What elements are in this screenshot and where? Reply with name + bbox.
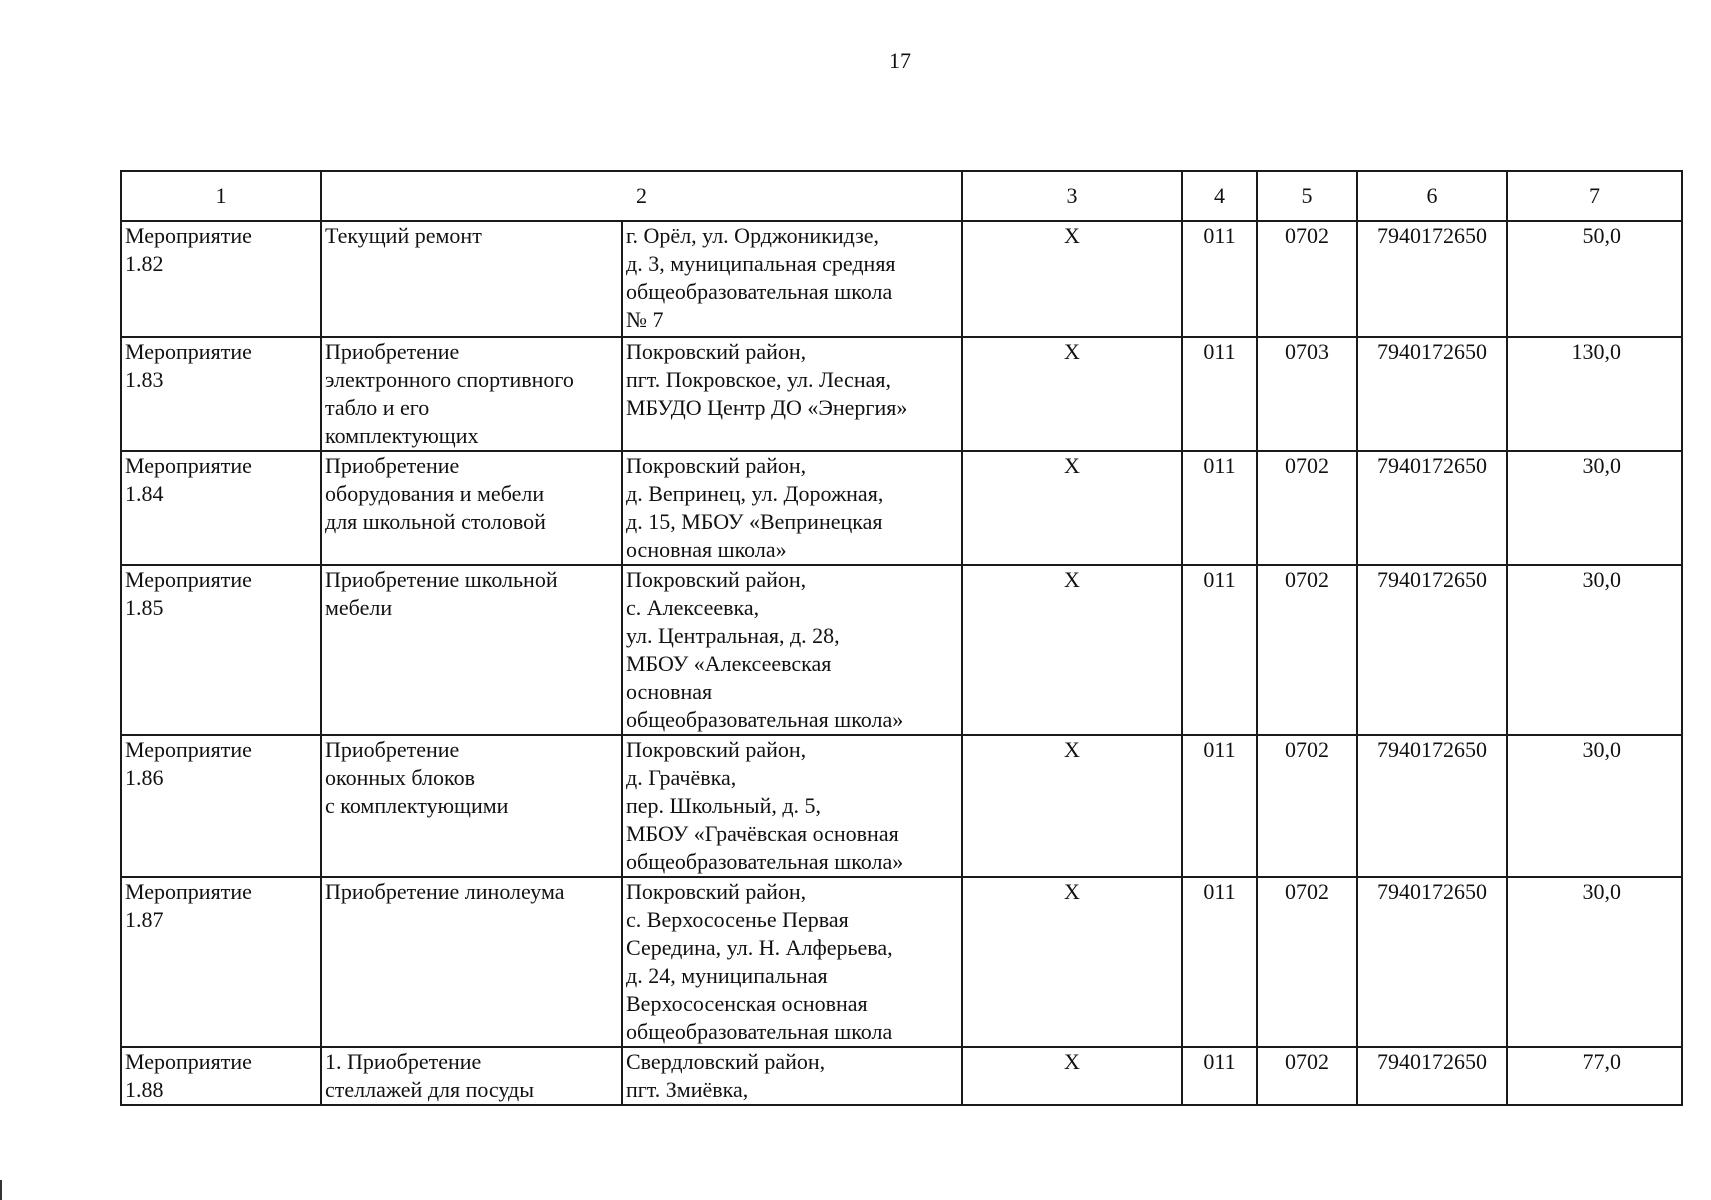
header-col-5: 5 [1257,171,1357,221]
measure-cell [121,451,321,565]
address-cell [622,221,962,337]
col6-cell: 7940172650 [1357,877,1507,1047]
col4-cell: 011 [1182,221,1257,337]
address-text: Покровский район, д. Грачёвка, пер. Школьный, д. 5, МБОУ «Грачёвская основная общеобразовательная школа» [626,737,904,874]
table-row [121,337,1682,451]
scan-edge-mark [0,1180,2,1200]
header-row [121,171,1682,221]
table-row [121,221,1682,337]
header-col-7: 7 [1507,171,1682,221]
col5-cell: 0702 [1257,1047,1357,1105]
work-cell [321,337,622,451]
measure-cell [121,565,321,735]
work-cell [321,221,622,337]
col4-cell: 011 [1182,337,1257,451]
work-cell [321,451,622,565]
table-row [121,735,1682,877]
measure-cell [121,735,321,877]
work-description: Приобретение линолеума [325,879,565,904]
col7-cell: 30,0 [1507,735,1682,877]
work-description: Приобретение оборудования и мебели для школьной столовой [325,453,546,534]
table-row [121,565,1682,735]
col4-cell: 011 [1182,877,1257,1047]
col6-cell: 7940172650 [1357,337,1507,451]
col6-cell: 7940172650 [1357,565,1507,735]
col7-cell: 30,0 [1507,877,1682,1047]
measure-cell [121,221,321,337]
col5-cell: 0702 [1257,735,1357,877]
address-cell [622,565,962,735]
work-description: Приобретение школьной мебели [325,567,558,620]
col7-cell: 30,0 [1507,451,1682,565]
address-text: Покровский район, пгт. Покровское, ул. Лесная, МБУДО Центр ДО «Энергия» [626,339,908,420]
activities-table [120,170,1683,1106]
col7-cell: 50,0 [1507,221,1682,337]
col7-cell: 30,0 [1507,565,1682,735]
address-cell [622,337,962,451]
measure-cell [121,877,321,1047]
col3-cell: Х [962,877,1182,1047]
col3-cell: Х [962,1047,1182,1105]
measure-label: Мероприятие 1.88 [125,1049,252,1102]
measure-label: Мероприятие 1.85 [125,567,252,620]
table-row [121,451,1682,565]
work-description: 1. Приобретение стеллажей для посуды [325,1049,534,1102]
col5-cell: 0703 [1257,337,1357,451]
address-text: Свердловский район, пгт. Змиёвка, [626,1049,826,1102]
work-cell [321,1047,622,1105]
col3-cell: Х [962,565,1182,735]
col6-cell: 7940172650 [1357,451,1507,565]
measure-label: Мероприятие 1.86 [125,737,252,790]
header-col-6: 6 [1357,171,1507,221]
col7-cell: 77,0 [1507,1047,1682,1105]
col6-cell: 7940172650 [1357,1047,1507,1105]
col7-cell: 130,0 [1507,337,1682,451]
col4-cell: 011 [1182,1047,1257,1105]
table-row [121,1047,1682,1105]
address-text: г. Орёл, ул. Орджоникидзе, д. 3, муниципальная средняя общеобразовательная школа № 7 [626,223,896,332]
table-row [121,877,1682,1047]
address-text: Покровский район, с. Верхососенье Первая Середина, ул. Н. Алферьева, д. 24, муниципальная Верхососенская основная общеобразовательная школа [626,879,893,1044]
address-text: Покровский район, д. Вепринец, ул. Дорожная, д. 15, МБОУ «Вепринецкая основная школа» [626,453,884,562]
header-col-4: 4 [1182,171,1257,221]
header-col-3: 3 [962,171,1182,221]
measure-label: Мероприятие 1.84 [125,453,252,506]
col3-cell: Х [962,735,1182,877]
col3-cell: Х [962,337,1182,451]
header-col-1: 1 [121,171,321,221]
col5-cell: 0702 [1257,877,1357,1047]
measure-label: Мероприятие 1.82 [125,223,252,276]
address-cell [622,877,962,1047]
address-cell [622,1047,962,1105]
col3-cell: Х [962,451,1182,565]
col4-cell: 011 [1182,565,1257,735]
col4-cell: 011 [1182,735,1257,877]
col5-cell: 0702 [1257,565,1357,735]
work-cell [321,877,622,1047]
measure-label: Мероприятие 1.87 [125,879,252,932]
work-cell [321,565,622,735]
page-number: 17 [889,48,911,73]
address-cell [622,451,962,565]
address-text: Покровский район, с. Алексеевка, ул. Центральная, д. 28, МБОУ «Алексеевская основная общеобразовательная школа» [626,567,904,732]
col4-cell: 011 [1182,451,1257,565]
col6-cell: 7940172650 [1357,735,1507,877]
col3-cell: Х [962,221,1182,337]
work-cell [321,735,622,877]
measure-label: Мероприятие 1.83 [125,339,252,392]
work-description: Приобретение электронного спортивного табло и его комплектующих [325,339,574,448]
work-description: Приобретение оконных блоков с комплектующими [325,737,509,818]
col5-cell: 0702 [1257,221,1357,337]
work-description: Текущий ремонт [325,223,482,248]
col6-cell: 7940172650 [1357,221,1507,337]
col5-cell: 0702 [1257,451,1357,565]
header-col-2: 2 [321,171,962,221]
measure-cell [121,1047,321,1105]
measure-cell [121,337,321,451]
address-cell [622,735,962,877]
